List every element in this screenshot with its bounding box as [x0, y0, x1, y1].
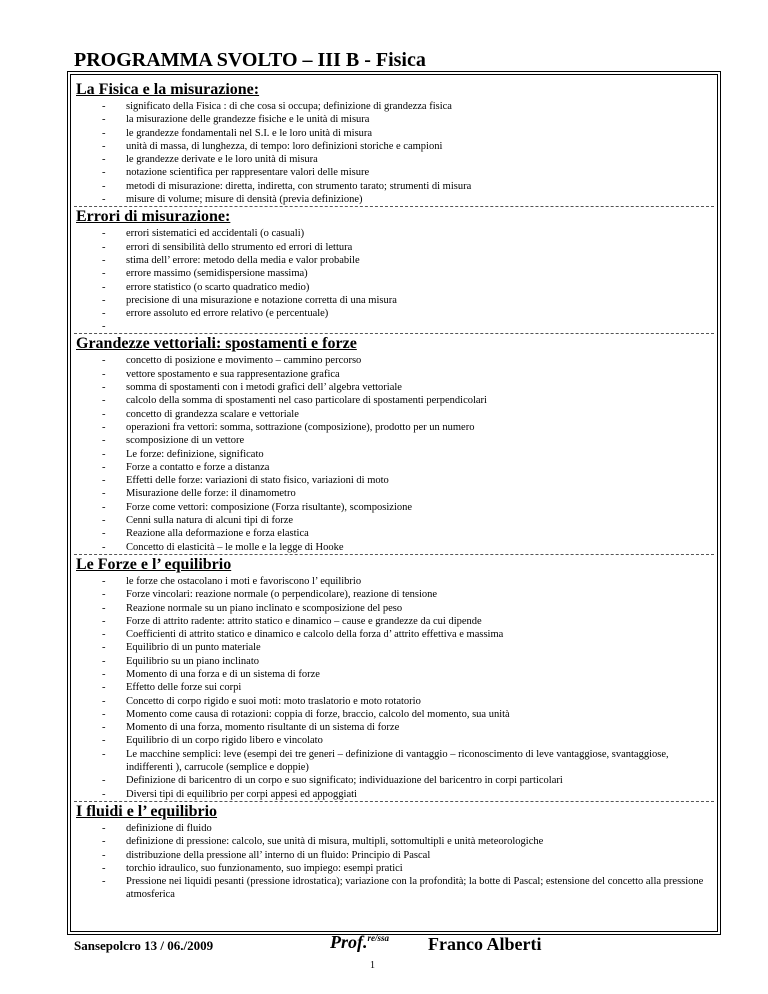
topic-item: - errore assoluto ed errore relativo (e percentuale) — [74, 307, 714, 320]
topic-item: - Concetto di elasticità – le molle e la legge di Hooke — [74, 541, 714, 554]
footer-place-date: Sansepolcro 13 / 06./2009 — [74, 938, 214, 953]
topic-item: - Momento come causa di rotazioni: coppia di forze, braccio, calcolo del momento, sua unità — [74, 708, 714, 721]
section-title: Grandezze vettoriali: spostamenti e forze — [76, 335, 357, 353]
topic-item: - Le macchine semplici: leve (esempi dei tre generi – definizione di vantaggio – riconoscimento di leve vantaggiose, svantaggiose, indifferenti ), carrucole (semplice e doppie) — [74, 748, 714, 775]
section-title: I fluidi e l’ equilibrio — [76, 802, 218, 820]
topic-item: - le forze che ostacolano i moti e favoriscono l’ equilibrio — [74, 575, 714, 588]
topic-item: - distribuzione della pressione all’ interno di un fluido: Principio di Pascal — [74, 849, 714, 862]
section-title: La Fisica e la misurazione: — [76, 81, 260, 98]
topic-item: - vettore spostamento e sua rappresentazione grafica — [74, 368, 714, 381]
topic-item: - Reazione alla deformazione e forza elastica — [74, 527, 714, 540]
topic-item: - Diversi tipi di equilibrio per corpi appesi ed appoggiati — [74, 788, 714, 801]
topic-item: - errore massimo (semidispersione massima) — [74, 267, 714, 280]
topic-item: - torchio idraulico, suo funzionamento, suo impiego: esempi pratici — [74, 862, 714, 875]
topic-item: - misure di volume; misure di densità (previa definizione) — [74, 193, 714, 206]
topic-item: - Equilibrio di un corpo rigido libero e vincolato — [74, 734, 714, 747]
program-section — [74, 80, 714, 207]
topic-item: - notazione scientifica per rappresentare valori delle misure — [74, 166, 714, 179]
footer-prof-suffix: re/ssa — [367, 933, 390, 943]
topic-list — [74, 822, 714, 902]
topic-list — [74, 100, 714, 206]
topic-item: - Forze di attrito radente: attrito statico e dinamico – cause e grandezze da cui dipende — [74, 615, 714, 628]
program-sections — [74, 80, 714, 902]
topic-item: - le grandezze derivate e le loro unità di misura — [74, 153, 714, 166]
topic-item: - metodi di misurazione: diretta, indiretta, con strumento tarato; strumenti di misura — [74, 180, 714, 193]
topic-item: - errori sistematici ed accidentali (o casuali) — [74, 227, 714, 240]
topic-item: - Effetti delle forze: variazioni di stato fisico, variazioni di moto — [74, 474, 714, 487]
topic-item: - unità di massa, di lunghezza, di tempo: loro definizioni storiche e campioni — [74, 140, 714, 153]
topic-item: - stima dell’ errore: metodo della media e valor probabile — [74, 254, 714, 267]
topic-item: - operazioni fra vettori: somma, sottrazione (composizione), prodotto per un numero — [74, 421, 714, 434]
footer-prof — [330, 932, 389, 953]
footer-prof-label: Prof. — [330, 932, 368, 952]
topic-item: - Cenni sulla natura di alcuni tipi di forze — [74, 514, 714, 527]
section-title: Errori di misurazione: — [76, 208, 231, 226]
topic-item: - somma di spostamenti con i metodi grafici dell’ algebra vettoriale — [74, 381, 714, 394]
topic-item: - la misurazione delle grandezze fisiche e le unità di misura — [74, 113, 714, 126]
topic-list — [74, 575, 714, 801]
topic-list — [74, 227, 714, 333]
topic-item: - Reazione normale su un piano inclinato e scomposizione del peso — [74, 602, 714, 615]
topic-item: - Coefficienti di attrito statico e dinamico e calcolo della forza d’ attrito effettiva e massima — [74, 628, 714, 641]
program-section — [74, 207, 714, 334]
topic-item: - Equilibrio di un punto materiale — [74, 641, 714, 654]
topic-item: - calcolo della somma di spostamenti nel caso particolare di spostamenti perpendicolari — [74, 394, 714, 407]
topic-item: - definizione di fluido — [74, 822, 714, 835]
topic-item: - Equilibrio su un piano inclinato — [74, 655, 714, 668]
topic-item: - scomposizione di un vettore — [74, 434, 714, 447]
topic-item: - Definizione di baricentro di un corpo e suo significato; individuazione del baricentro in corpi particolari — [74, 774, 714, 787]
topic-item: - Effetto delle forze sui corpi — [74, 681, 714, 694]
topic-item: - concetto di grandezza scalare e vettoriale — [74, 408, 714, 421]
program-section — [74, 802, 714, 902]
section-title: Le Forze e l’ equilibrio — [76, 555, 232, 573]
topic-item: - Pressione nei liquidi pesanti (pressione idrostatica); variazione con la profondità; la botte di Pascal; estensione del concetto alla pressione atmosferica — [74, 875, 714, 902]
topic-item: - Momento di una forza, momento risultante di un sistema di forze — [74, 721, 714, 734]
topic-item: - le grandezze fondamentali nel S.I. e le loro unità di misura — [74, 127, 714, 140]
topic-item — [74, 320, 714, 333]
topic-item: - Concetto di corpo rigido e suoi moti: moto traslatorio e moto rotatorio — [74, 695, 714, 708]
topic-item: - precisione di una misurazione e notazione corretta di una misura — [74, 294, 714, 307]
topic-item: - Momento di una forza e di un sistema di forze — [74, 668, 714, 681]
topic-list — [74, 354, 714, 553]
topic-item: - errore statistico (o scarto quadratico medio) — [74, 281, 714, 294]
topic-item: - definizione di pressione: calcolo, sue unità di misura, multipli, sottomultipli e unità meteorologiche — [74, 835, 714, 848]
footer-teacher-name: Franco Alberti — [428, 934, 542, 954]
page-number: 1 — [370, 960, 375, 971]
topic-item: - concetto di posizione e movimento – cammino percorso — [74, 354, 714, 367]
page-title: PROGRAMMA SVOLTO – III B - Fisica — [74, 49, 426, 71]
topic-item: - Misurazione delle forze: il dinamometro — [74, 487, 714, 500]
topic-item: - Forze come vettori: composizione (Forza risultante), scomposizione — [74, 501, 714, 514]
topic-item: - Le forze: definizione, significato — [74, 448, 714, 461]
program-section — [74, 555, 714, 802]
topic-item: - Forze vincolari: reazione normale (o perpendicolare), reazione di tensione — [74, 588, 714, 601]
topic-item: - significato della Fisica : di che cosa si occupa; definizione di grandezza fisica — [74, 100, 714, 113]
program-section — [74, 334, 714, 554]
topic-item: - errori di sensibilità dello strumento ed errori di lettura — [74, 241, 714, 254]
topic-item: - Forze a contatto e forze a distanza — [74, 461, 714, 474]
